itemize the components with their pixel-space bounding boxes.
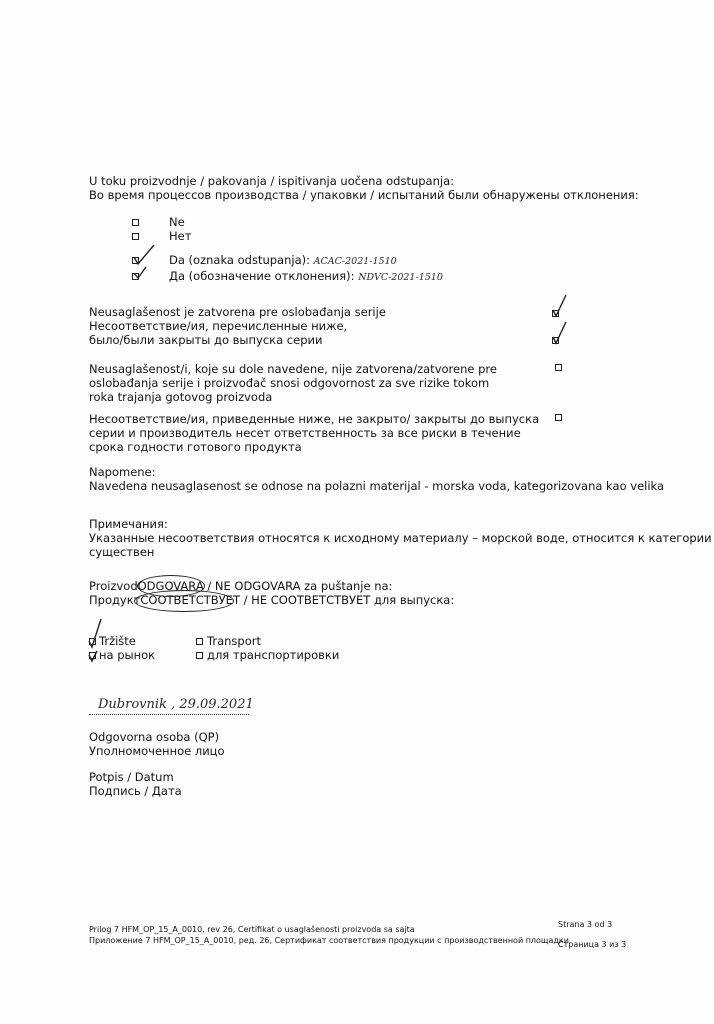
release-ru-prefix: Продукт <box>89 593 141 607</box>
checkbox-no-sr[interactable] <box>132 219 139 226</box>
checkbox-transport-sr[interactable] <box>196 638 203 645</box>
responsible-person <box>89 730 225 758</box>
notes-label-sr: Napomene: <box>89 465 156 479</box>
open-sr-3: roka trajanja gotovog proizvoda <box>89 390 273 404</box>
checkbox-no-ru[interactable] <box>132 233 139 240</box>
open-statement-sr <box>89 362 497 404</box>
checkbox-open-ru[interactable] <box>555 414 562 421</box>
closed-sr: Neusaglašenost je zatvorena pre oslobađanja serije <box>89 305 386 319</box>
closed-statement <box>89 305 386 347</box>
release-sr-ok: ODGOVARA <box>137 579 204 593</box>
open-ru-3: срока годности готового продукта <box>89 440 302 454</box>
release-ru-ok: СООТВЕТСТВУЕТ <box>140 593 240 607</box>
transport-ru-label: для транспортировки <box>207 648 340 662</box>
footer-ref-ru: Приложение 7 HFM_OP_15_A_0010, ред. 26, Сертификат соответствия продукции с производственной площадки <box>89 936 569 945</box>
market-sr-label: Tržište <box>99 634 136 648</box>
notes-text-ru-2: существен <box>89 545 155 559</box>
transport-option <box>196 634 339 662</box>
deviation-code-handwritten-1: ACAC-2021-1510 <box>313 256 397 267</box>
option-yes-sr-label: Da (oznaka odstupanja): <box>169 253 310 267</box>
release-sr-rest: / NE ODGOVARA za puštanje na: <box>203 579 393 593</box>
option-yes <box>132 253 443 285</box>
notes-ru <box>89 517 712 559</box>
closed-ru-1: Несоответствие/ия, перечисленные ниже, <box>89 319 348 333</box>
release-sr-prefix: Proizvod <box>89 579 138 593</box>
person-sr: Odgovorna osoba (QP) <box>89 730 220 744</box>
checkbox-transport-ru[interactable] <box>196 652 203 659</box>
checkmark-closed-icon <box>550 293 570 347</box>
footer-reference <box>89 924 569 946</box>
footer-ref-sr: Prilog 7 HFM_OP_15_A_0010, rev 26, Certifikat o usaglašenosti proizvoda sa sajta <box>89 925 415 934</box>
option-no-sr-label: Ne <box>169 215 185 229</box>
checkmark-yes-icon <box>132 243 158 279</box>
closed-ru-2: было/были закрыты до выпуска серии <box>89 333 323 347</box>
open-sr-2: oslobađanja serije i proizvođač snosi odgovornost za sve rizike tokom <box>89 376 490 390</box>
notes-text-sr: Navedena neusaglasenost se odnose na polazni materijal - morska voda, kategorizovana kao velika <box>89 479 665 493</box>
sign-sr: Potpis / Datum <box>89 770 174 784</box>
signature-date-labels <box>89 770 182 798</box>
release-ru-rest: / НЕ СООТВЕТСТВУЕТ для выпуска: <box>239 593 455 607</box>
option-no <box>132 215 191 243</box>
checkmark-market-icon <box>86 617 106 665</box>
footer-page-sr: Strana 3 od 3 <box>558 920 613 929</box>
deviation-heading-ru: Во время процессов производства / упаковки / испытаний были обнаружены отклонения: <box>89 188 639 202</box>
deviation-heading-sr: U toku proizvodnje / pakovanja / ispitivanja uočena odstupanja: <box>89 174 455 188</box>
open-ru-1: Несоответствие/ия, приведенные ниже, не закрыто/ закрыты до выпуска <box>89 412 540 426</box>
footer-page-ru: Страница 3 из 3 <box>558 940 627 949</box>
notes-sr <box>89 465 664 493</box>
notes-text-ru-1: Указанные несоответствия относятся к исходному материалу – морской воде, относится к категории <box>89 531 712 545</box>
deviation-heading <box>89 174 639 202</box>
open-sr-1: Neusaglašenost/i, koje su dole navedene, nije zatvorena/zatvorene pre <box>89 362 497 376</box>
deviation-code-handwritten-2: NDVC-2021-1510 <box>358 272 443 283</box>
open-statement-ru <box>89 412 539 454</box>
transport-sr-label: Transport <box>207 634 261 648</box>
person-ru: Уполномоченное лицо <box>89 744 225 758</box>
circle-sootvetstvuet <box>134 590 234 612</box>
signature-line <box>89 714 249 715</box>
handwritten-place-date: Dubrovnik , 29.09.2021 <box>98 697 254 712</box>
open-ru-2: серии и производитель несет ответственность за все риски в течение <box>89 426 521 440</box>
option-yes-ru-label: Да (обозначение отклонения): <box>169 269 355 283</box>
market-ru-label: на рынок <box>99 648 156 662</box>
notes-label-ru: Примечания: <box>89 517 168 531</box>
checkbox-open-sr[interactable] <box>555 364 562 371</box>
option-no-ru-label: Нет <box>169 229 192 243</box>
sign-ru: Подпись / Дата <box>89 784 182 798</box>
